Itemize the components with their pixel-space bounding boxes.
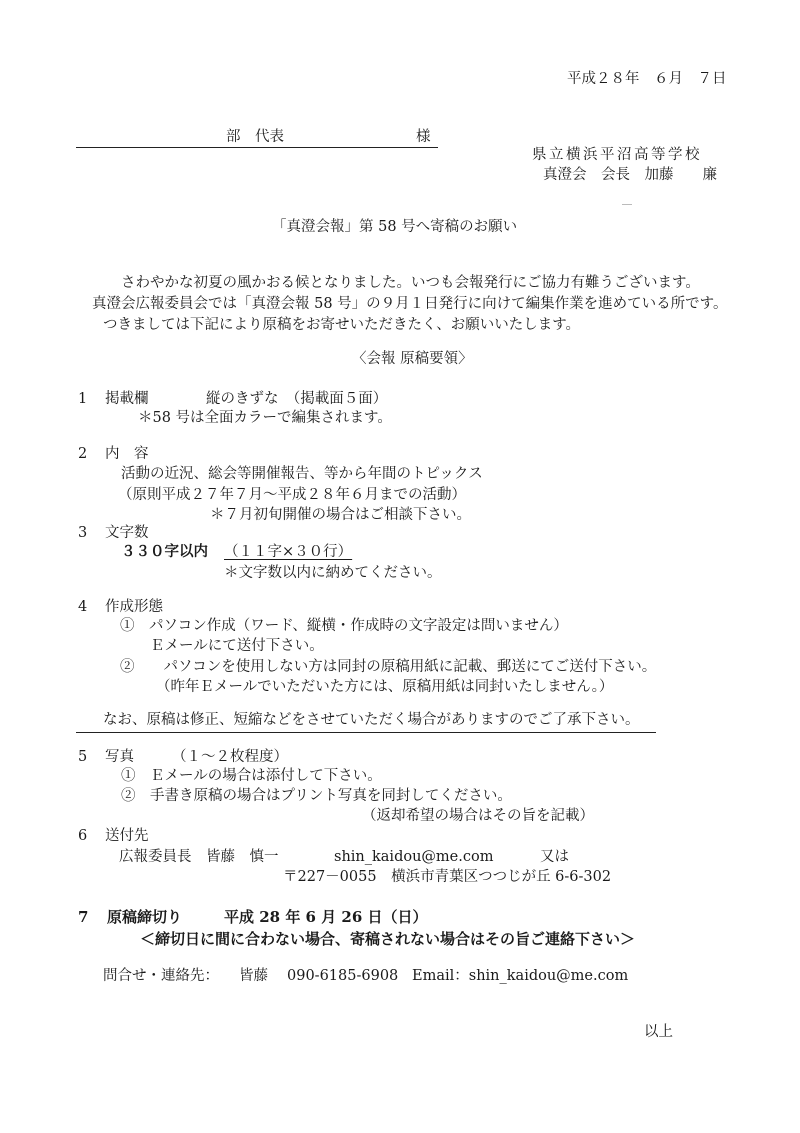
s7-num: 7	[78, 908, 89, 926]
addressee-underline	[76, 147, 438, 148]
sender-name: 真澄会 会長 加藤 廉	[543, 167, 717, 183]
contact-phone: 090-6185-6908	[287, 968, 399, 984]
s4-num: 4	[78, 599, 88, 615]
intro-line-1: さわやかな初夏の風かおる候となりました。いつも会報発行にご協力有難うございます。	[121, 275, 700, 291]
s3-detail: （１１字×３０行）	[224, 544, 353, 560]
intro-line-2: 真澄会広報委員会では「真澄会報 58 号」の９月１日発行に向けて編集作業を進めている所です。	[92, 296, 728, 312]
scan-mark	[622, 204, 632, 205]
s2-num: 2	[78, 446, 88, 462]
s3-count: ３３０字以内	[121, 543, 208, 560]
document-title: 「真澄会報」第 58 号へ寄稿のお願い	[272, 219, 518, 235]
s3-note: ＊文字数以内に納めてください。	[224, 565, 442, 581]
s7-date: 平成 28 年 6 月 26 日（日）	[224, 908, 428, 926]
contact-email: Email：shin_kaidou@me.com	[412, 968, 629, 984]
s6-num: 6	[78, 828, 88, 844]
s4-line-2: Ｅメールにて送付下さい。	[150, 638, 324, 654]
s1-num: 1	[78, 391, 88, 407]
s4-line-3: ② パソコンを使用しない方は同封の原稿用紙に記載、郵送にてご送付下さい。	[120, 659, 657, 675]
addressee-dept: 部 代表	[226, 129, 284, 145]
s2-line-2: （原則平成２７年７月～平成２８年６月までの活動）	[118, 487, 466, 503]
s5-line-3: （返却希望の場合はその旨を記載）	[362, 808, 594, 824]
section-heading: 〈会報 原稿要領〉	[352, 351, 473, 367]
notice-underline	[76, 732, 656, 733]
s5-line-2: ② 手書き原稿の場合はプリント写真を同封してください。	[121, 788, 512, 804]
s5-value: （１～２枚程度）	[172, 749, 288, 765]
s1-value: 縦のきずな （掲載面５面）	[206, 391, 388, 407]
notice: なお、原稿は修正、短縮などをさせていただく場合がありますのでご了承下さい。	[103, 712, 640, 728]
s2-label: 内 容	[105, 446, 149, 462]
s7-warning: ＜締切日に間に合わない場合、寄稿されない場合はその旨ご連絡下さい＞	[140, 930, 636, 948]
sender-school: 県立横浜平沼高等学校	[532, 147, 702, 163]
s6-or: 又は	[540, 849, 569, 865]
closing: 以上	[644, 1024, 673, 1040]
s3-label: 文字数	[105, 525, 149, 541]
s6-address: 〒227－0055 横浜市青葉区つつじが丘 6-6-302	[283, 869, 612, 885]
s6-role: 広報委員長 皆藤 慎一	[119, 849, 279, 865]
s1-label: 掲載欄	[105, 391, 149, 407]
s4-line-4: （昨年Ｅメールでいただいた方には、原稿用紙は同封いたしません。）	[156, 679, 614, 695]
s4-line-1: ① パソコン作成（ワード、縦横・作成時の文字設定は問いません）	[120, 618, 568, 634]
intro-line-3: つきましては下記により原稿をお寄せいただきたく、お願いいたします。	[103, 317, 581, 333]
addressee-honorific: 様	[416, 129, 431, 145]
s5-num: 5	[78, 749, 88, 765]
s5-line-1: ① Ｅメールの場合は添付して下さい。	[121, 768, 382, 784]
s7-label: 原稿締切り	[107, 908, 183, 926]
s3-num: 3	[78, 525, 88, 541]
s6-label: 送付先	[105, 828, 149, 844]
s5-label: 写真	[105, 749, 134, 765]
s1-note: ＊58 号は全面カラーで編集されます。	[138, 410, 392, 426]
contact-name: 皆藤	[239, 968, 268, 984]
s2-line-3: ＊７月初旬開催の場合はご相談下さい。	[210, 507, 471, 523]
contact-label: 問合せ・連絡先：	[103, 968, 219, 984]
document-date: 平成２８年 ６月 ７日	[567, 71, 727, 87]
s6-email: shin_kaidou@me.com	[334, 849, 494, 865]
s2-line-1: 活動の近況、総会等開催報告、等から年間のトピックス	[121, 466, 483, 482]
s4-label: 作成形態	[105, 599, 163, 615]
